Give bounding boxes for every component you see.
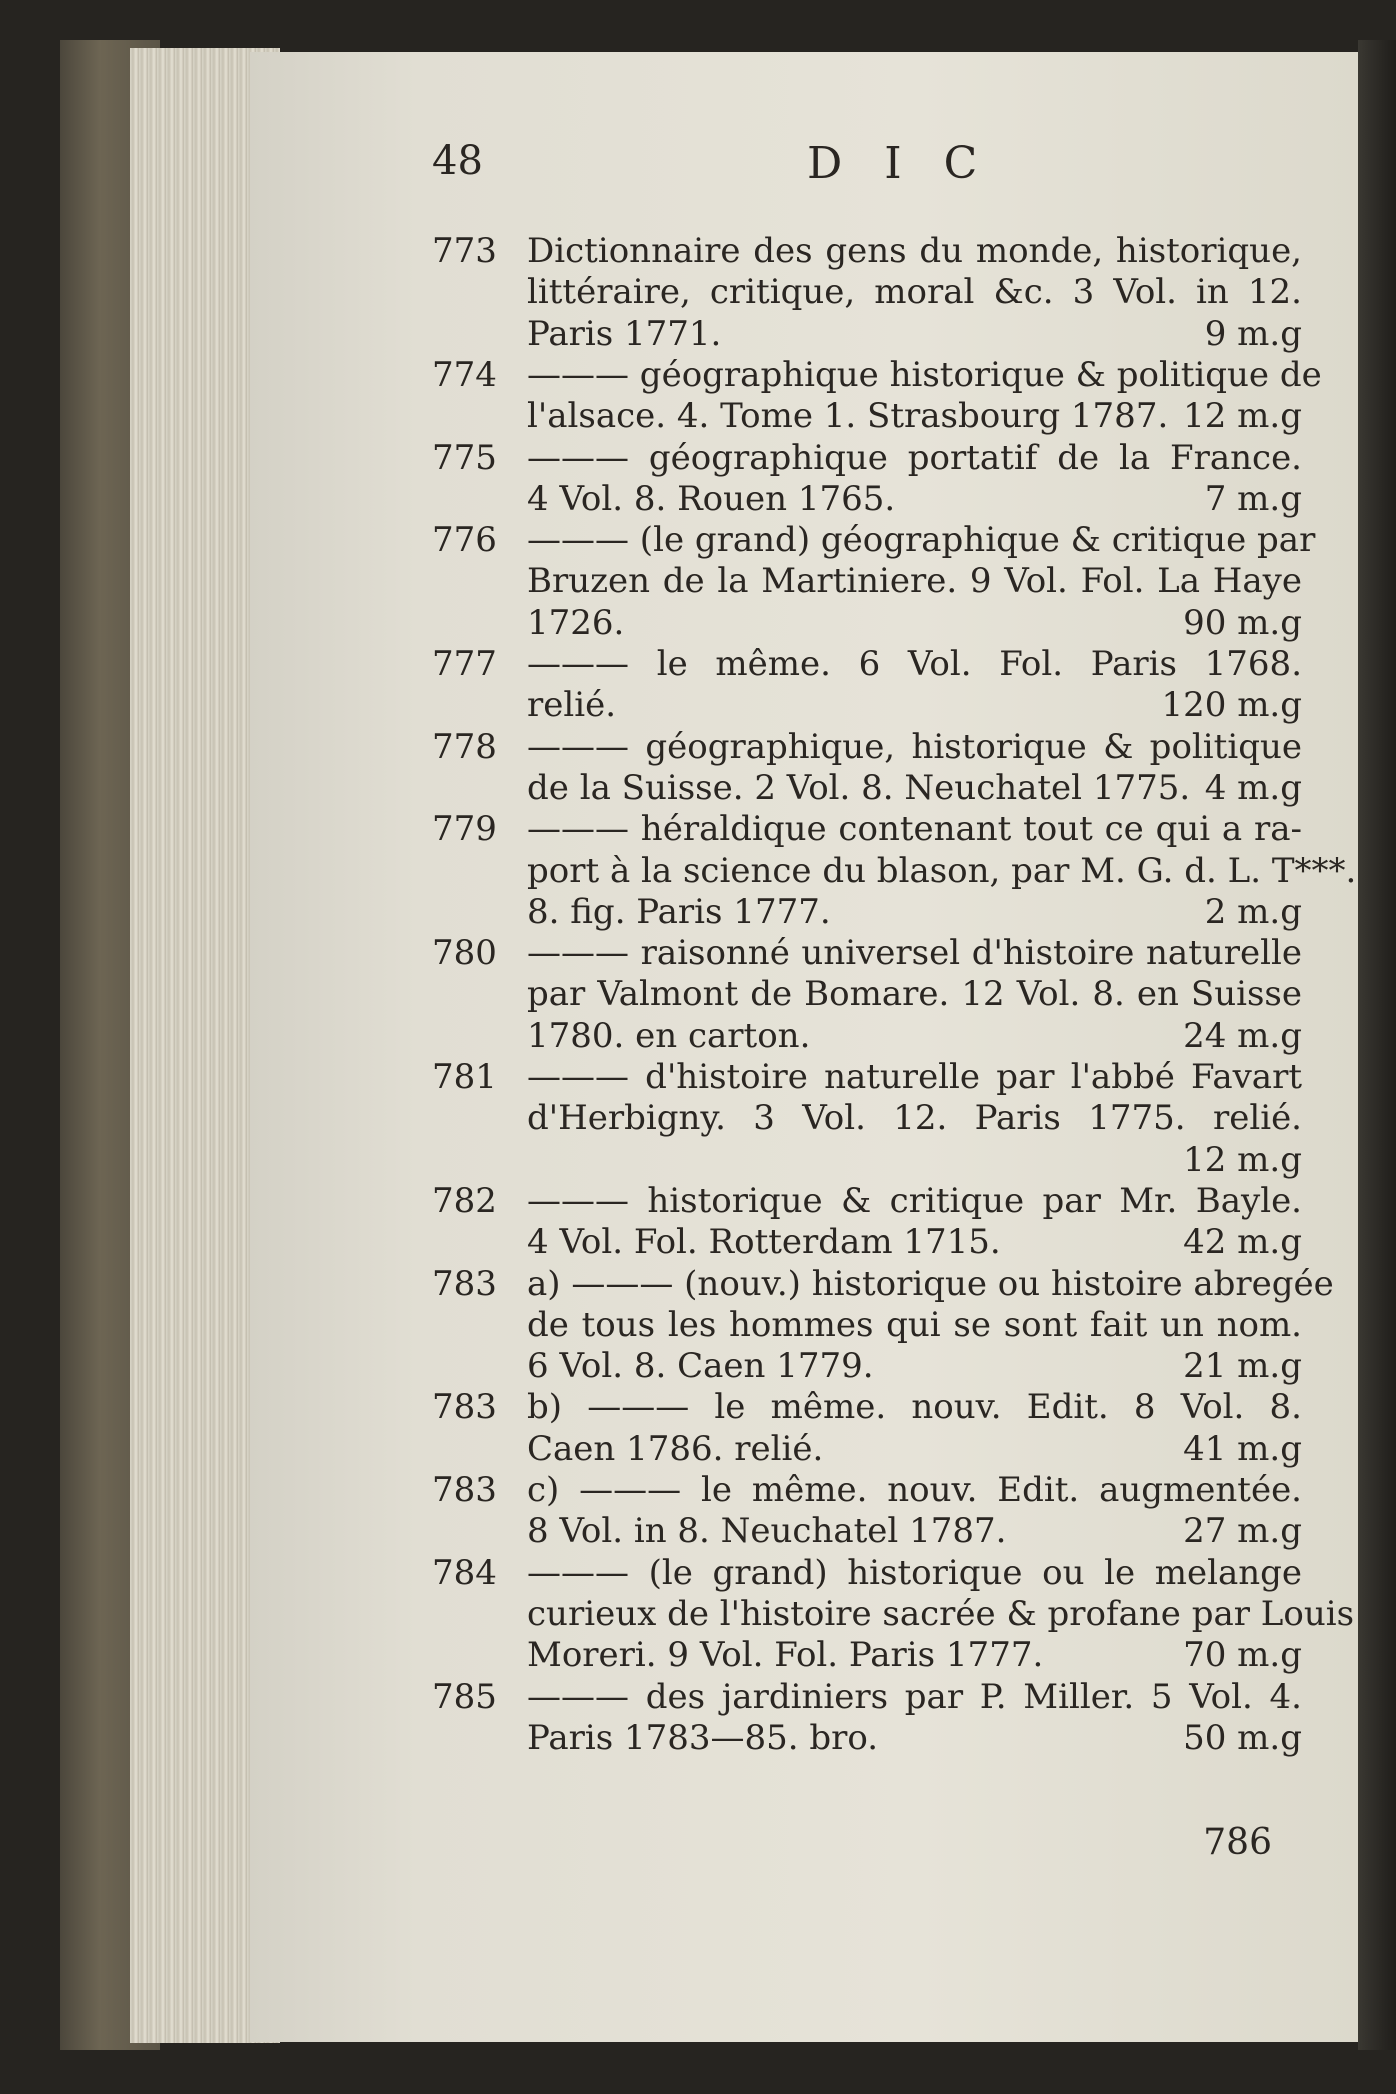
entry-number: 785 <box>432 1676 497 1717</box>
entry-number: 783 <box>432 1470 497 1510</box>
entry-price: 12 m.g <box>1183 396 1302 437</box>
entry-text: relié. <box>527 685 617 726</box>
catalog-line <box>432 1593 1355 1635</box>
catalog-line <box>432 1056 1302 1098</box>
entry-text: 8. fig. Paris 1777. <box>527 891 831 932</box>
entry-number: 783 <box>432 1263 497 1304</box>
entry-price: 7 m.g <box>1204 478 1302 519</box>
entry-number: 783 <box>432 1387 497 1428</box>
catalog-line <box>432 1386 1302 1428</box>
catalog-line <box>432 395 1302 437</box>
entry-price: 21 m.g <box>1183 1346 1302 1387</box>
entry-text: Bruzen de la Martiniere. 9 Vol. Fol. La Haye <box>527 561 1302 602</box>
entry-text: 4 Vol. 8. Rouen 1765. <box>527 478 896 519</box>
entry-text: 4 Vol. Fol. Rotterdam 1715. <box>527 1222 1001 1263</box>
catalog-line <box>432 973 1302 1015</box>
entry-price: 42 m.g <box>1183 1222 1302 1263</box>
entry-text: ——— géographique portatif de la France. <box>527 437 1302 478</box>
entry-text: ——— (le grand) historique ou le melange <box>527 1552 1302 1593</box>
entry-text: ——— géographique historique & politique de <box>527 354 1322 395</box>
entry-text: Paris 1783—85. bro. <box>527 1717 879 1758</box>
entry-text: ——— héraldique contenant tout ce qui a ra- <box>527 809 1302 850</box>
catalog-line <box>432 1221 1302 1263</box>
entry-text: a) ——— (nouv.) historique ou histoire abregée <box>527 1263 1334 1304</box>
entry-price: 2 m.g <box>1204 891 1302 932</box>
catalog-line <box>432 726 1302 768</box>
catalog-line <box>432 271 1302 313</box>
entry-text: ——— historique & critique par Mr. Bayle. <box>527 1180 1302 1221</box>
entry-number: 778 <box>432 726 497 767</box>
catalog-line <box>432 602 1302 644</box>
catalog-line <box>432 684 1302 726</box>
catalog-line <box>432 1552 1302 1594</box>
catalog-line <box>432 1263 1334 1305</box>
entry-text: c) ——— le même. nouv. Edit. augmentée. <box>527 1470 1302 1510</box>
catalog-line <box>432 1304 1302 1346</box>
entry-number: 775 <box>432 437 497 478</box>
catalog-line <box>432 1676 1302 1718</box>
entry-text: de la Suisse. 2 Vol. 8. Neuchatel 1775. <box>527 767 1191 808</box>
entry-text: d'Herbigny. 3 Vol. 12. Paris 1775. relié. <box>527 1098 1302 1139</box>
entry-text: ——— (le grand) géographique & critique par <box>527 520 1316 561</box>
entry-number: 782 <box>432 1180 497 1221</box>
entry-price: 9 m.g <box>1204 313 1302 354</box>
catalog-line <box>432 519 1316 561</box>
catalog-line <box>432 643 1302 685</box>
page-header <box>432 138 1302 198</box>
entry-text: ——— géographique, historique & politique <box>527 726 1302 767</box>
catalog-line <box>432 437 1302 479</box>
entry-text: curieux de l'histoire sacrée & profane par Louis <box>527 1593 1355 1634</box>
page-number: 48 <box>432 138 483 184</box>
entry-price: 90 m.g <box>1183 602 1302 643</box>
catchword: 786 <box>1203 1822 1272 1863</box>
entry-price: 50 m.g <box>1183 1717 1302 1758</box>
catalog-line <box>432 808 1302 850</box>
catalog-line <box>432 230 1302 272</box>
entry-text: Moreri. 9 Vol. Fol. Paris 1777. <box>527 1635 1044 1676</box>
entry-number: 774 <box>432 354 497 395</box>
entry-price: 120 m.g <box>1161 685 1302 726</box>
entry-price: 70 m.g <box>1183 1635 1302 1676</box>
catalog-line <box>432 1428 1302 1470</box>
entry-number: 780 <box>432 933 497 974</box>
entry-price: 41 m.g <box>1183 1428 1302 1469</box>
catalog-line <box>432 560 1302 602</box>
catalog-line <box>432 313 1302 355</box>
catalog-line <box>432 1015 1302 1057</box>
catalog-line <box>432 932 1302 974</box>
binding-shadow <box>1358 40 1396 2050</box>
entry-text: Caen 1786. relié. <box>527 1428 824 1469</box>
catalog-line <box>432 767 1302 809</box>
entry-text: 1726. <box>527 602 625 643</box>
catalog-line <box>432 1345 1302 1387</box>
entry-text: de tous les hommes qui se sont fait un nom. <box>527 1304 1302 1345</box>
catalog-line <box>432 1717 1302 1759</box>
entry-text: littéraire, critique, moral &c. 3 Vol. in 12. <box>527 272 1302 313</box>
entry-text: Paris 1771. <box>527 313 722 354</box>
entry-number: 779 <box>432 809 497 850</box>
catalog-line <box>432 1097 1302 1139</box>
entry-text: Dictionnaire des gens du monde, historique, <box>527 231 1302 271</box>
entry-number: 776 <box>432 520 497 561</box>
entry-price: 12 m.g <box>1183 1139 1302 1180</box>
page-text-area <box>432 0 1357 2094</box>
catalog-line <box>432 1510 1302 1552</box>
catalog-line <box>432 1469 1302 1511</box>
entry-text: ——— des jardiniers par P. Miller. 5 Vol. 4. <box>527 1676 1302 1717</box>
entry-price: 4 m.g <box>1204 767 1302 808</box>
entry-price: 27 m.g <box>1183 1511 1302 1552</box>
entry-price: 24 m.g <box>1183 1015 1302 1056</box>
entry-text: ——— d'histoire naturelle par l'abbé Favart <box>527 1057 1302 1097</box>
entry-text: ——— raisonné universel d'histoire naturelle <box>527 933 1302 974</box>
running-head: D I C <box>807 138 992 189</box>
catalog-line <box>432 850 1357 892</box>
catalog-line <box>432 1634 1302 1676</box>
entry-text: b) ——— le même. nouv. Edit. 8 Vol. 8. <box>527 1387 1302 1428</box>
catalog-line <box>432 354 1322 396</box>
entry-text: ——— le même. 6 Vol. Fol. Paris 1768. <box>527 644 1302 684</box>
entry-text: 1780. en carton. <box>527 1015 811 1056</box>
catalog-line <box>432 1139 1302 1181</box>
entry-text: l'alsace. 4. Tome 1. Strasbourg 1787. <box>527 396 1169 437</box>
entry-text: 6 Vol. 8. Caen 1779. <box>527 1346 874 1387</box>
catalog-line <box>432 891 1302 933</box>
entry-text: port à la science du blason, par M. G. d. L. T***. <box>527 850 1357 891</box>
entry-number: 781 <box>432 1057 497 1097</box>
entry-number: 773 <box>432 231 497 271</box>
entry-number: 784 <box>432 1552 497 1593</box>
entry-number: 777 <box>432 644 497 684</box>
catalog-line <box>432 478 1302 520</box>
entry-text: 8 Vol. in 8. Neuchatel 1787. <box>527 1511 1007 1552</box>
entry-text: par Valmont de Bomare. 12 Vol. 8. en Suisse <box>527 974 1302 1015</box>
catalog-line <box>432 1180 1302 1222</box>
